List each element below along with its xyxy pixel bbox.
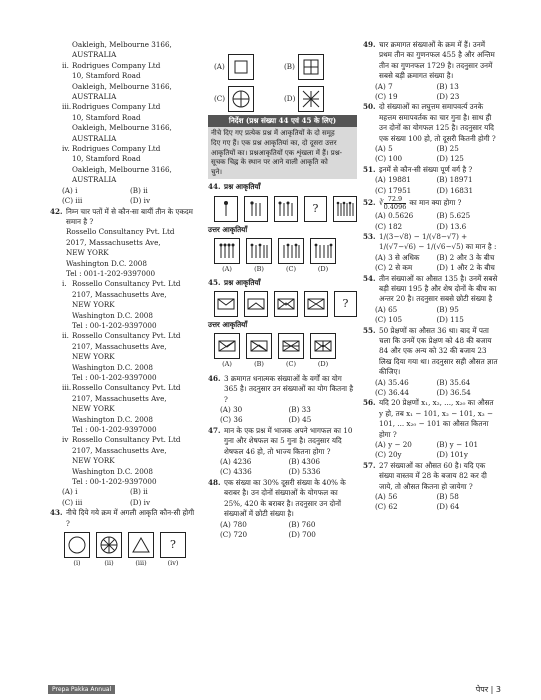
figure-label: (iv) — [167, 559, 179, 568]
answer-figures-45 — [214, 333, 357, 359]
answer-option[interactable]: (C) 36.44 — [375, 388, 409, 397]
answer-option[interactable]: (A) i — [62, 185, 78, 195]
question-number: 48. — [208, 477, 221, 487]
figure-option-b[interactable] — [298, 54, 324, 80]
answer-option[interactable]: (B) 95 — [436, 304, 459, 314]
address-option — [50, 331, 198, 383]
question-expression: 1/(3−√8) − 1/(√8−√7) + 1/(√7−√6) − 1/(√6−√5) का मान है : — [379, 231, 497, 252]
figure-option-c[interactable] — [228, 86, 254, 112]
figure-option-b[interactable] — [246, 238, 272, 264]
answer-option[interactable]: (C) 17951 — [375, 185, 412, 195]
address-block: Rossello Consultancy Pvt. Ltd 2107, Massachusetts Ave, NEW YORK Washington D.C. 2008 Tel : 00-1-202-9397000 — [72, 435, 181, 487]
answer-option[interactable]: (D) 13.6 — [436, 221, 467, 231]
question-51 — [363, 165, 498, 175]
answer-option[interactable]: (A) 35.46 — [375, 377, 409, 387]
question-number: 50. — [363, 102, 376, 112]
answer-option[interactable]: (B) 58 — [436, 492, 459, 502]
address-block: Rossello Consultancy Pvt. Ltd 2107, Massachusetts Ave, NEW YORK Washington D.C. 2008 Tel : 00-1-202-9397000 — [72, 383, 181, 435]
question-47 — [208, 426, 357, 457]
figure-label: (D) — [284, 93, 296, 103]
figure-envelope-3 — [274, 291, 298, 317]
question-number: 42. — [50, 206, 63, 216]
answer-options — [363, 305, 498, 326]
question-48 — [208, 478, 357, 520]
answer-options — [363, 440, 498, 461]
question-figures-45 — [214, 291, 357, 317]
question-55 — [363, 326, 498, 378]
roman-numeral: iii. — [62, 383, 72, 393]
question-text: मान के एक प्रश्न में भाजक अपने भागफल का 10 गुना और शेषफल का 5 गुना है। तदनुसार यदि शेषफल 46 हो, तो भाज्य कितना होगा ? — [224, 425, 353, 456]
figure-wheel-in-square — [96, 532, 122, 558]
answer-option[interactable]: (B) ii — [130, 185, 148, 195]
column-1 — [50, 40, 198, 569]
question-text: 50 प्रेक्षणों का औसत 36 था। बाद में पता चला कि उनमें एक प्रेक्षण को 48 की बजाय 84 और एक अन्य को 32 की बजाय 23 लिख दिया गया था। तदनुसार सही औसत ज्ञात कीजिए। — [379, 325, 498, 377]
answer-figures-heading: उत्तर आकृतियाँ — [208, 224, 248, 234]
figure-envelope-2 — [244, 291, 268, 317]
question-number: 49. — [363, 40, 376, 49]
question-42 — [50, 207, 198, 228]
figure-circle-in-square — [64, 532, 90, 558]
figure-option-b[interactable] — [246, 333, 272, 359]
answer-option[interactable]: (A) 5 — [375, 144, 393, 154]
figure-option-a[interactable] — [214, 238, 240, 264]
address-block: Rossello Consultancy Pvt. Ltd 2017, Massachusetts Ave, NEW YORK Washington D.C. 2008 Tel : 001-1-202-9397000 — [66, 227, 175, 278]
denominator: 0.4096 — [383, 203, 407, 212]
answer-option[interactable]: (D) 125 — [436, 154, 464, 164]
question-46 — [208, 374, 357, 405]
figure-label: (ii) — [104, 559, 114, 568]
question-text: तीन संख्याओं का औसत 135 है। उनमें सबसे बड़ी संख्या 195 है और शेष दोनों के बीच का अन्तर 20 है। तदनुसार सबसे छोटी संख्या है — [379, 273, 498, 304]
address-option — [50, 61, 198, 103]
answer-option[interactable]: (A) 30 — [220, 405, 243, 415]
answer-option[interactable]: (C) 36 — [220, 415, 243, 425]
figure-pins-3 — [274, 196, 298, 222]
figure-envelope-1 — [214, 291, 238, 317]
address-option — [50, 279, 198, 331]
figure-labels — [214, 359, 357, 369]
figure-question: ? — [160, 532, 186, 558]
fraction — [384, 196, 407, 211]
answer-options — [208, 457, 357, 478]
figure-label: (C) — [285, 360, 297, 369]
figure-label: (C) — [285, 265, 297, 274]
figure-triangle-in-square — [128, 532, 154, 558]
figure-label: (B) — [284, 61, 295, 71]
roman-numeral: iv — [62, 435, 69, 445]
question-52 — [363, 196, 498, 211]
answer-option[interactable]: (D) 23 — [436, 92, 460, 102]
question-56 — [363, 398, 498, 440]
answer-option[interactable]: (C) 19 — [375, 92, 398, 102]
answer-option[interactable]: (C) 20y — [375, 450, 402, 460]
answer-option[interactable]: (A) 7 — [375, 81, 393, 91]
question-44 — [208, 182, 357, 192]
answer-option[interactable]: (B) y − 101 — [436, 440, 479, 450]
answer-option[interactable]: (C) 182 — [375, 221, 403, 231]
question-number: 57. — [363, 460, 376, 470]
question-57 — [363, 461, 498, 492]
question-text: 3 क्रमागत धनात्मक संख्याओं के वर्गों का योग 365 है। तदनुसार उन संख्याओं का योग कितना है ? — [224, 373, 354, 404]
column-3 — [363, 40, 498, 513]
answer-options — [50, 186, 198, 207]
answer-option[interactable]: (D) 1 और 2 के बीच — [436, 263, 495, 273]
address-option — [50, 102, 198, 144]
figure-pins-1 — [214, 196, 238, 222]
answer-option[interactable]: (B) 33 — [288, 405, 311, 415]
question-text: निम्न चार पतों में से कौन-सा बायीं तीन के एकदम समान है ? — [66, 206, 193, 226]
figure-option-c[interactable] — [278, 238, 304, 264]
address-block: Rodrigues Company Ltd 10, Stamford Road Oakleigh, Melbourne 3166, AUSTRALIA — [72, 60, 172, 102]
answer-option[interactable]: (B) 760 — [288, 519, 316, 529]
figure-labels — [214, 264, 357, 274]
answer-option[interactable]: (D) 115 — [436, 315, 464, 325]
answer-option[interactable]: (C) 62 — [375, 502, 398, 512]
answer-options — [363, 378, 498, 399]
figure-label: (B) — [254, 265, 264, 274]
question-number: 45. — [208, 277, 221, 287]
roman-numeral: iv. — [62, 144, 70, 154]
answer-options — [208, 520, 357, 541]
figure-pins-5 — [333, 196, 357, 222]
directions-text: नीचे दिए गए प्रत्येक प्रश्न में आकृतियों के दो समूह दिए गए हैं। एक प्रश्न आकृतियां का, दो दूसरा उत्तर आकृतियों का। प्रश्नआकृतियों एक शृंखला में हैं। प्रश्न- सूचक चिह्न के स्थान पर आने वाली आकृति को चुने। — [208, 127, 357, 179]
figure-option-a[interactable] — [228, 54, 254, 80]
question-number: 56. — [363, 398, 376, 408]
answer-option[interactable]: (A) 780 — [220, 519, 247, 529]
answer-option[interactable]: (B) 18971 — [436, 175, 473, 185]
answer-option[interactable]: (D) 36.54 — [436, 388, 471, 397]
question-text: दो संख्याओं का लघुत्तम समापवर्त्य उनके महत्तम समापवर्तक का चार गुना है। साथ ही उन दोनों का योगफल 125 है। तदनुसार यदि एक संख्या 100 हो, तो दूसरी कितनी होगी ? — [379, 102, 496, 143]
answer-options — [363, 144, 498, 165]
figure-labels — [64, 558, 198, 568]
address-block: Oakleigh, Melbourne 3166, AUSTRALIA — [72, 40, 172, 60]
question-number: 54. — [363, 273, 376, 283]
directions-title: निर्देश (प्रश्न संख्या 44 एवं 45 के लिए) — [208, 115, 357, 127]
roman-numeral: i. — [62, 279, 67, 289]
figure-label: (A) — [222, 265, 232, 274]
answer-figures-44 — [214, 238, 357, 264]
roman-numeral: iii. — [62, 102, 72, 112]
answer-option[interactable]: (A) 0.5626 — [375, 211, 414, 221]
answer-options — [363, 211, 498, 232]
answer-option[interactable]: (C) 2 से कम — [375, 263, 413, 273]
answer-option[interactable]: (C) 105 — [375, 315, 403, 325]
answer-option[interactable]: (B) ii — [130, 487, 148, 497]
figure-series — [64, 532, 198, 558]
answer-option[interactable]: (A) 4236 — [220, 457, 252, 467]
question-text: एक संख्या का 30% दूसरी संख्या के 40% के बराबर है। उन दोनों संख्याओं के योगफल का 25%, 420 के बराबर है। तदनुसार उन दोनों संख्याओं में छोटी संख्या है। — [224, 477, 346, 519]
answer-option[interactable]: (A) 3 से अधिक — [375, 252, 420, 262]
question-text: नीचे दिये गये क्रम में अगली आकृति कौन-सी होगी ? — [66, 508, 195, 528]
answer-option[interactable]: (D) 64 — [436, 502, 460, 512]
question-number: 55. — [363, 325, 376, 335]
answer-option[interactable]: (D) 45 — [288, 415, 312, 425]
figure-envelope-4 — [304, 291, 328, 317]
question-54 — [363, 274, 498, 305]
page-footer — [0, 678, 541, 700]
figure-pins-2 — [244, 196, 268, 222]
question-text: का मान क्या होगा ? — [409, 198, 462, 208]
answer-figures-43 — [214, 54, 357, 112]
figure-label: (A) — [214, 61, 225, 71]
answer-option[interactable]: (C) 720 — [220, 529, 248, 539]
figure-label: (iii) — [135, 559, 147, 568]
answer-option[interactable]: (A) 65 — [375, 304, 398, 314]
figure-question: ? — [304, 196, 327, 222]
address-block: Rodrigues Company Ltd 10, Stamford Road Oakleigh, Melbourne 3166, AUSTRALIA — [72, 144, 172, 185]
answer-figures-heading: उत्तर आकृतियाँ — [208, 320, 248, 329]
figure-option-d[interactable] — [310, 238, 336, 264]
answer-options — [363, 82, 498, 103]
figure-option-d[interactable] — [298, 86, 324, 112]
question-text: इनमें से कौन-सी संख्या पूर्ण वर्ग है ? — [379, 164, 473, 174]
figure-label: (C) — [214, 93, 226, 103]
answer-option[interactable]: (A) 56 — [375, 492, 398, 502]
answer-options — [363, 253, 498, 274]
answer-option[interactable]: (B) 5.625 — [436, 211, 471, 221]
numerator: 72.9 — [384, 196, 407, 204]
answer-options — [208, 405, 357, 426]
page-number: पेपर | 3 — [475, 685, 501, 694]
figure-label: (D) — [317, 265, 329, 274]
question-number: 47. — [208, 425, 221, 435]
question-number: 43. — [50, 508, 63, 518]
address-option — [50, 435, 198, 487]
answer-option[interactable]: (A) 19881 — [375, 175, 411, 185]
answer-option[interactable]: (B) 35.64 — [436, 377, 471, 387]
question-text: यदि 20 प्रेक्षणों x₁, x₂, ..., x₂₀ का औसत y हो, तब x₁ − 101, x₂ − 101, x₃ − 101, ... x₂₀ − 101 का औसत कितना होगा ? — [379, 398, 494, 439]
answer-option[interactable]: (B) 25 — [436, 144, 459, 154]
answer-option[interactable]: (D) 16831 — [436, 185, 474, 195]
answer-option[interactable]: (D) 700 — [288, 529, 316, 539]
cube-root-symbol: ∛ — [379, 198, 384, 208]
question-figures-44 — [214, 196, 357, 222]
answer-option[interactable]: (C) 100 — [375, 154, 403, 164]
question-number: 44. — [208, 182, 221, 192]
address-block: Rodrigues Company Ltd 10, Stamford Road Oakleigh, Melbourne 3166, AUSTRALIA — [72, 102, 172, 143]
figure-option-d[interactable] — [310, 333, 336, 359]
answer-options — [363, 175, 498, 196]
roman-numeral: ii. — [62, 60, 69, 70]
answer-option[interactable]: (D) 5336 — [288, 467, 321, 477]
figure-label: (D) — [317, 360, 329, 369]
figure-option-c[interactable] — [278, 333, 304, 359]
question-text: चार क्रमागत संख्याओं के क्रम में हैं। उनमें प्रथम तीन का गुणनफल 455 है और अन्तिम तीन का गुणनफल 1729 है। तदनुसार उनमें सबसे बड़ी क्रमागत संख्या है। — [379, 40, 495, 81]
answer-option[interactable]: (B) 2 और 3 के बीच — [436, 252, 495, 262]
answer-options — [50, 487, 198, 508]
question-number: 46. — [208, 373, 221, 383]
address-option — [50, 144, 198, 186]
question-number: 53. — [363, 231, 376, 241]
figure-label: (B) — [254, 360, 264, 369]
figure-question: ? — [334, 291, 357, 317]
answer-options — [363, 492, 498, 513]
address-block: Rossello Consultancy Pvt. Ltd 2107, Massachusetts Ave, NEW YORK Washington D.C. 2008 Tel : 00-1-202-9397000 — [72, 331, 181, 382]
question-43 — [50, 508, 198, 529]
answer-option[interactable]: (D) 101y — [436, 450, 468, 460]
question-49 — [363, 40, 498, 82]
answer-option[interactable]: (A) i — [62, 487, 78, 497]
answer-option[interactable]: (D) iv — [130, 196, 151, 206]
answer-option[interactable]: (A) y − 20 — [375, 440, 412, 450]
column-2 — [208, 40, 357, 540]
figure-label: (i) — [73, 559, 81, 568]
address-option — [50, 383, 198, 435]
figure-option-a[interactable] — [214, 333, 240, 359]
answer-option[interactable]: (D) iv — [130, 497, 151, 507]
answer-option[interactable]: (C) iii — [62, 196, 83, 206]
answer-option[interactable]: (C) 4336 — [220, 467, 252, 477]
question-text: 27 संख्याओं का औसत 60 है। यदि एक संख्या वास्तव में 28 के बजाय 82 कर दी जाये, तो औसत कितना हो जायेगा ? — [379, 460, 487, 491]
roman-numeral: ii. — [62, 331, 69, 341]
question-50 — [363, 102, 498, 144]
address-block: Rossello Consultancy Pvt. Ltd 2107, Massachusetts Ave, NEW YORK Washington D.C. 2008 Tel : 00-1-202-9397000 — [72, 279, 181, 330]
section-heading: प्रश्न आकृतियाँ — [224, 277, 261, 287]
question-number: 51. — [363, 164, 376, 174]
answer-option[interactable]: (B) 13 — [436, 81, 459, 91]
answer-option[interactable]: (B) 4306 — [288, 457, 320, 467]
answer-option[interactable]: (C) iii — [62, 497, 83, 507]
question-number: 52. — [363, 198, 376, 208]
figure-label: (A) — [222, 360, 232, 369]
question-45 — [208, 278, 357, 288]
question-53 — [363, 232, 498, 253]
section-heading: प्रश्न आकृतियाँ — [224, 182, 261, 192]
brand-badge: Prepa Pakka Annual — [48, 685, 115, 694]
